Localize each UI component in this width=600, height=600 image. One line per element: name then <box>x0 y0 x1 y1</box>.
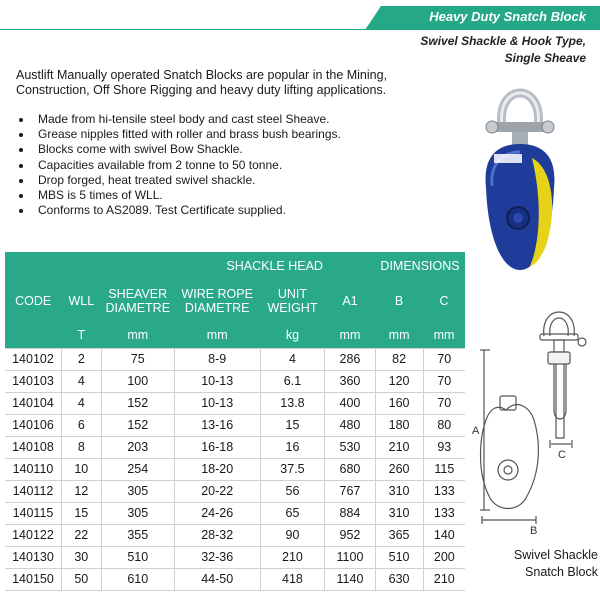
table-row <box>5 436 465 458</box>
cell-code: 140103 <box>5 370 61 392</box>
cell-a1: 530 <box>325 436 375 458</box>
feature-item: Made from hi-tensile steel body and cast steel Sheave. <box>16 112 396 127</box>
cell-wll: 4 <box>61 370 101 392</box>
cell-wll: 12 <box>61 480 101 502</box>
header-b: B <box>375 280 423 322</box>
cell-a1: 286 <box>325 348 375 370</box>
cell-b: 180 <box>375 414 423 436</box>
cell-code: 140112 <box>5 480 61 502</box>
cell-sheave: 305 <box>101 502 174 524</box>
cell-b: 310 <box>375 502 423 524</box>
table-row <box>5 502 465 524</box>
cell-code: 140102 <box>5 348 61 370</box>
header-wll: WLL <box>61 280 101 322</box>
cell-b: 510 <box>375 546 423 568</box>
cell-sheave: 305 <box>101 480 174 502</box>
header-group-dimensions: DIMENSIONS <box>375 252 465 280</box>
cell-c: 210 <box>423 568 465 590</box>
cell-b: 310 <box>375 480 423 502</box>
cell-code: 140106 <box>5 414 61 436</box>
cell-wll: 2 <box>61 348 101 370</box>
cell-wll: 50 <box>61 568 101 590</box>
unit-weight: kg <box>260 322 325 348</box>
page-subtitle-line1: Swivel Shackle & Hook Type, <box>420 34 586 48</box>
table-row <box>5 546 465 568</box>
cell-sheave: 510 <box>101 546 174 568</box>
cell-weight: 4 <box>260 348 325 370</box>
cell-rope: 8-9 <box>174 348 260 370</box>
cell-b: 365 <box>375 524 423 546</box>
cell-weight: 90 <box>260 524 325 546</box>
cell-a1: 480 <box>325 414 375 436</box>
cell-rope: 44-50 <box>174 568 260 590</box>
cell-wll: 6 <box>61 414 101 436</box>
cell-b: 120 <box>375 370 423 392</box>
cell-c: 133 <box>423 480 465 502</box>
cell-sheave: 75 <box>101 348 174 370</box>
header-code: CODE <box>5 280 61 322</box>
cell-weight: 65 <box>260 502 325 524</box>
cell-rope: 16-18 <box>174 436 260 458</box>
table-row <box>5 414 465 436</box>
cell-c: 133 <box>423 502 465 524</box>
dimension-label-c: C <box>558 449 566 461</box>
cell-a1: 360 <box>325 370 375 392</box>
cell-a1: 400 <box>325 392 375 414</box>
cell-a1: 680 <box>325 458 375 480</box>
table-row <box>5 568 465 590</box>
table-row <box>5 348 465 370</box>
snatch-block-photo <box>478 78 562 274</box>
cell-sheave: 203 <box>101 436 174 458</box>
table-row <box>5 480 465 502</box>
cell-weight: 418 <box>260 568 325 590</box>
cell-rope: 10-13 <box>174 392 260 414</box>
cell-code: 140110 <box>5 458 61 480</box>
cell-c: 115 <box>423 458 465 480</box>
unit-wll: T <box>61 322 101 348</box>
cell-b: 260 <box>375 458 423 480</box>
cell-a1: 952 <box>325 524 375 546</box>
table-row <box>5 370 465 392</box>
cell-wll: 15 <box>61 502 101 524</box>
block-body-icon <box>486 144 555 270</box>
header-group-shackle-head: SHACKLE HEAD <box>174 252 375 280</box>
page-title: Heavy Duty Snatch Block <box>429 9 586 24</box>
cell-code: 140150 <box>5 568 61 590</box>
feature-list <box>16 112 396 218</box>
cell-wll: 10 <box>61 458 101 480</box>
header-sheave-diameter: SHEAVER DIAMETRE <box>101 280 174 322</box>
cell-b: 630 <box>375 568 423 590</box>
cell-rope: 28-32 <box>174 524 260 546</box>
page-subtitle-line2: Single Sheave <box>504 51 586 65</box>
specifications-table <box>5 252 465 591</box>
cell-c: 200 <box>423 546 465 568</box>
header-unit-weight: UNIT WEIGHT <box>260 280 325 322</box>
feature-item: Drop forged, heat treated swivel shackle. <box>16 173 396 188</box>
cell-code: 140108 <box>5 436 61 458</box>
diagram-caption: Swivel Shackle Snatch Block <box>513 548 598 579</box>
dimension-label-b: B <box>530 525 538 537</box>
cell-weight: 210 <box>260 546 325 568</box>
cell-wll: 4 <box>61 392 101 414</box>
cell-rope: 13-16 <box>174 414 260 436</box>
cell-weight: 56 <box>260 480 325 502</box>
cell-sheave: 152 <box>101 414 174 436</box>
cell-code: 140115 <box>5 502 61 524</box>
cell-a1: 1140 <box>325 568 375 590</box>
header-a1: A1 <box>325 280 375 322</box>
cell-c: 93 <box>423 436 465 458</box>
unit-a1: mm <box>325 322 375 348</box>
cell-rope: 32-36 <box>174 546 260 568</box>
cell-sheave: 610 <box>101 568 174 590</box>
feature-item: Blocks come with swivel Bow Shackle. <box>16 142 396 157</box>
cell-wll: 30 <box>61 546 101 568</box>
cell-rope: 24-26 <box>174 502 260 524</box>
feature-item: Grease nipples fitted with roller and brass bush bearings. <box>16 127 396 142</box>
cell-rope: 18-20 <box>174 458 260 480</box>
cell-a1: 1100 <box>325 546 375 568</box>
cell-weight: 13.8 <box>260 392 325 414</box>
shackle-outline-icon <box>544 312 575 336</box>
unit-b: mm <box>375 322 423 348</box>
cell-a1: 884 <box>325 502 375 524</box>
unit-rope: mm <box>174 322 260 348</box>
cell-weight: 15 <box>260 414 325 436</box>
cell-c: 140 <box>423 524 465 546</box>
cell-sheave: 355 <box>101 524 174 546</box>
dimension-label-a: A <box>472 425 480 437</box>
cell-sheave: 100 <box>101 370 174 392</box>
cell-b: 210 <box>375 436 423 458</box>
table-row <box>5 524 465 546</box>
cell-rope: 20-22 <box>174 480 260 502</box>
table-row <box>5 458 465 480</box>
cell-weight: 37.5 <box>260 458 325 480</box>
intro-paragraph: Austlift Manually operated Snatch Blocks are popular in the Mining, Construction, Off Shore Rigging and heavy duty lifting applications. <box>16 68 388 97</box>
cell-weight: 6.1 <box>260 370 325 392</box>
unit-sheave: mm <box>101 322 174 348</box>
cell-wll: 8 <box>61 436 101 458</box>
unit-c: mm <box>423 322 465 348</box>
cell-sheave: 152 <box>101 392 174 414</box>
header-rule <box>0 29 600 30</box>
cell-c: 80 <box>423 414 465 436</box>
header-wire-rope-diameter: WIRE ROPE DIAMETRE <box>174 280 260 322</box>
cell-a1: 767 <box>325 480 375 502</box>
bow-shackle-icon <box>486 93 554 148</box>
cell-c: 70 <box>423 370 465 392</box>
cell-code: 140104 <box>5 392 61 414</box>
cell-code: 140130 <box>5 546 61 568</box>
cell-c: 70 <box>423 348 465 370</box>
cell-b: 82 <box>375 348 423 370</box>
table-row <box>5 392 465 414</box>
cell-sheave: 254 <box>101 458 174 480</box>
cell-weight: 16 <box>260 436 325 458</box>
feature-item: Capacities available from 2 tonne to 50 tonne. <box>16 158 396 173</box>
header-c: C <box>423 280 465 322</box>
cell-c: 70 <box>423 392 465 414</box>
cell-wll: 22 <box>61 524 101 546</box>
cell-b: 160 <box>375 392 423 414</box>
cell-rope: 10-13 <box>174 370 260 392</box>
dimension-diagram <box>470 298 600 550</box>
feature-item: MBS is 5 times of WLL. <box>16 188 396 203</box>
feature-item: Conforms to AS2089. Test Certificate supplied. <box>16 203 396 218</box>
cell-code: 140122 <box>5 524 61 546</box>
